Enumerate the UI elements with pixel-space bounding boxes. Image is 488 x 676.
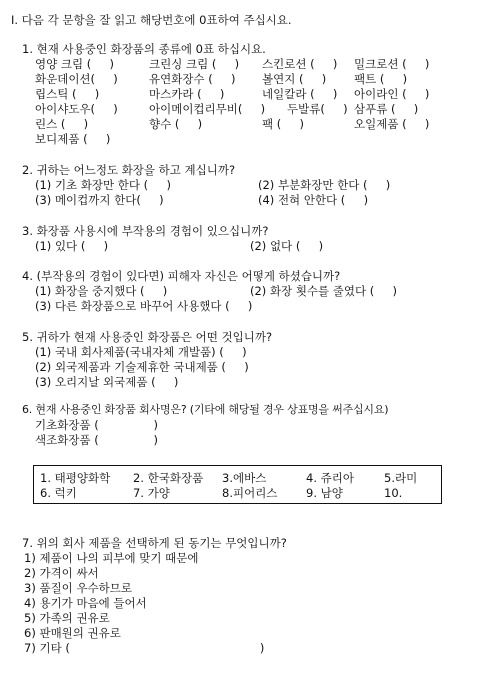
option: 화운데이션( ) (35, 72, 118, 86)
answer-line: 색조화장품 ( ) (35, 433, 159, 447)
company-item: 1. 태평양화학 (40, 471, 111, 485)
option: 팩 ( ) (262, 117, 305, 131)
option: 오일제품 ( ) (354, 117, 430, 131)
option: 마스카라 ( ) (149, 87, 225, 101)
option: 유연화장수 ( ) (149, 72, 236, 86)
option: 향수 ( ) (149, 117, 203, 131)
option: (3) 메이컵까지 한다( ) (35, 193, 164, 207)
instructions: I. 다음 각 문항을 잘 읽고 해당번호에 0표하여 주십시요. (11, 13, 292, 27)
option: (1) 화장을 중지했다 ( ) (35, 284, 168, 298)
option: 영양 크림 ( ) (35, 57, 114, 71)
question-6-title: 6. 현재 사용중인 화장품 회사명은? (기타에 해당될 경우 상표명을 써주십시요) (22, 403, 389, 416)
option: 립스틱 ( ) (35, 87, 100, 101)
option: 밀크로션 ( ) (354, 57, 430, 71)
option: (3) 다른 화장품으로 바꾸어 사용했다 ( ) (35, 299, 253, 313)
option: 1) 제품이 나의 피부에 맞기 때문에 (24, 551, 199, 565)
option: 볼연지 ( ) (262, 72, 327, 86)
option: 7) 기타 ( ) (24, 641, 265, 655)
option: 두발류( ) (287, 102, 348, 116)
company-item: 6. 럭키 (40, 486, 77, 500)
option: (2) 없다 ( ) (250, 239, 324, 253)
company-item: 5.라미 (384, 471, 418, 485)
company-item: 4. 쥬리아 (306, 471, 354, 485)
question-1-title: 1. 현재 사용중인 화장품의 종류에 0표 하십시요. (22, 42, 266, 56)
question-5-title: 5. 귀하가 현재 사용중인 화장품은 어떤 것입니까? (22, 330, 273, 344)
option: 6) 판매원의 권유로 (24, 626, 121, 640)
option: 네일칼라 ( ) (262, 87, 338, 101)
company-list-box (33, 465, 442, 504)
question-7-title: 7. 위의 회사 제품을 선택하게 된 동기는 무엇입니까? (22, 536, 287, 550)
company-item: 2. 한국화장품 (133, 471, 204, 485)
option: 2) 가격이 싸서 (24, 566, 99, 580)
option: 3) 품질이 우수하므로 (24, 581, 132, 595)
option: 5) 가족의 권유로 (24, 611, 110, 625)
option: (4) 전혀 안한다 ( ) (258, 193, 369, 207)
option: 크린싱 크림 ( ) (149, 57, 240, 71)
option: (1) 기초 화장만 한다 ( ) (35, 178, 171, 192)
option: (2) 외국제품과 기술제휴한 국내제품 ( ) (35, 360, 249, 374)
option: (3) 오리지날 외국제품 ( ) (35, 375, 179, 389)
option: 보디제품 ( ) (35, 132, 111, 146)
company-item: 10. (384, 486, 403, 500)
question-4-title: 4. (부작용의 경험이 있다면) 피해자 자신은 어떻게 하셨습니까? (22, 269, 341, 283)
option: (2) 부분화장만 한다 ( ) (258, 178, 391, 192)
company-item: 9. 남양 (306, 486, 343, 500)
option: 4) 용기가 마음에 들어서 (24, 596, 147, 610)
option: 아이샤도우( ) (35, 102, 118, 116)
answer-line: 기초화장품 ( ) (35, 418, 159, 432)
option: (1) 있다 ( ) (35, 239, 109, 253)
company-item: 3.에바스 (222, 471, 267, 485)
company-item: 7. 가양 (133, 486, 170, 500)
option: 스킨로션 ( ) (262, 57, 338, 71)
question-2-title: 2. 귀하는 어느정도 화장을 하고 계십니까? (22, 163, 236, 177)
option: 아이라인 ( ) (354, 87, 430, 101)
option: 아이메이컵리무비( ) (149, 102, 266, 116)
question-3-title: 3. 화장품 사용시에 부작용의 경험이 있으십니까? (22, 224, 269, 238)
option: 삼푸류 ( ) (354, 102, 419, 116)
option: (1) 국내 회사제품(국내자체 개발품) ( ) (35, 345, 247, 359)
company-item: 8.피어리스 (222, 486, 278, 500)
option: 린스 ( ) (35, 117, 89, 131)
option: (2) 화장 횟수를 줄였다 ( ) (250, 284, 398, 298)
option: 팩트 ( ) (354, 72, 408, 86)
